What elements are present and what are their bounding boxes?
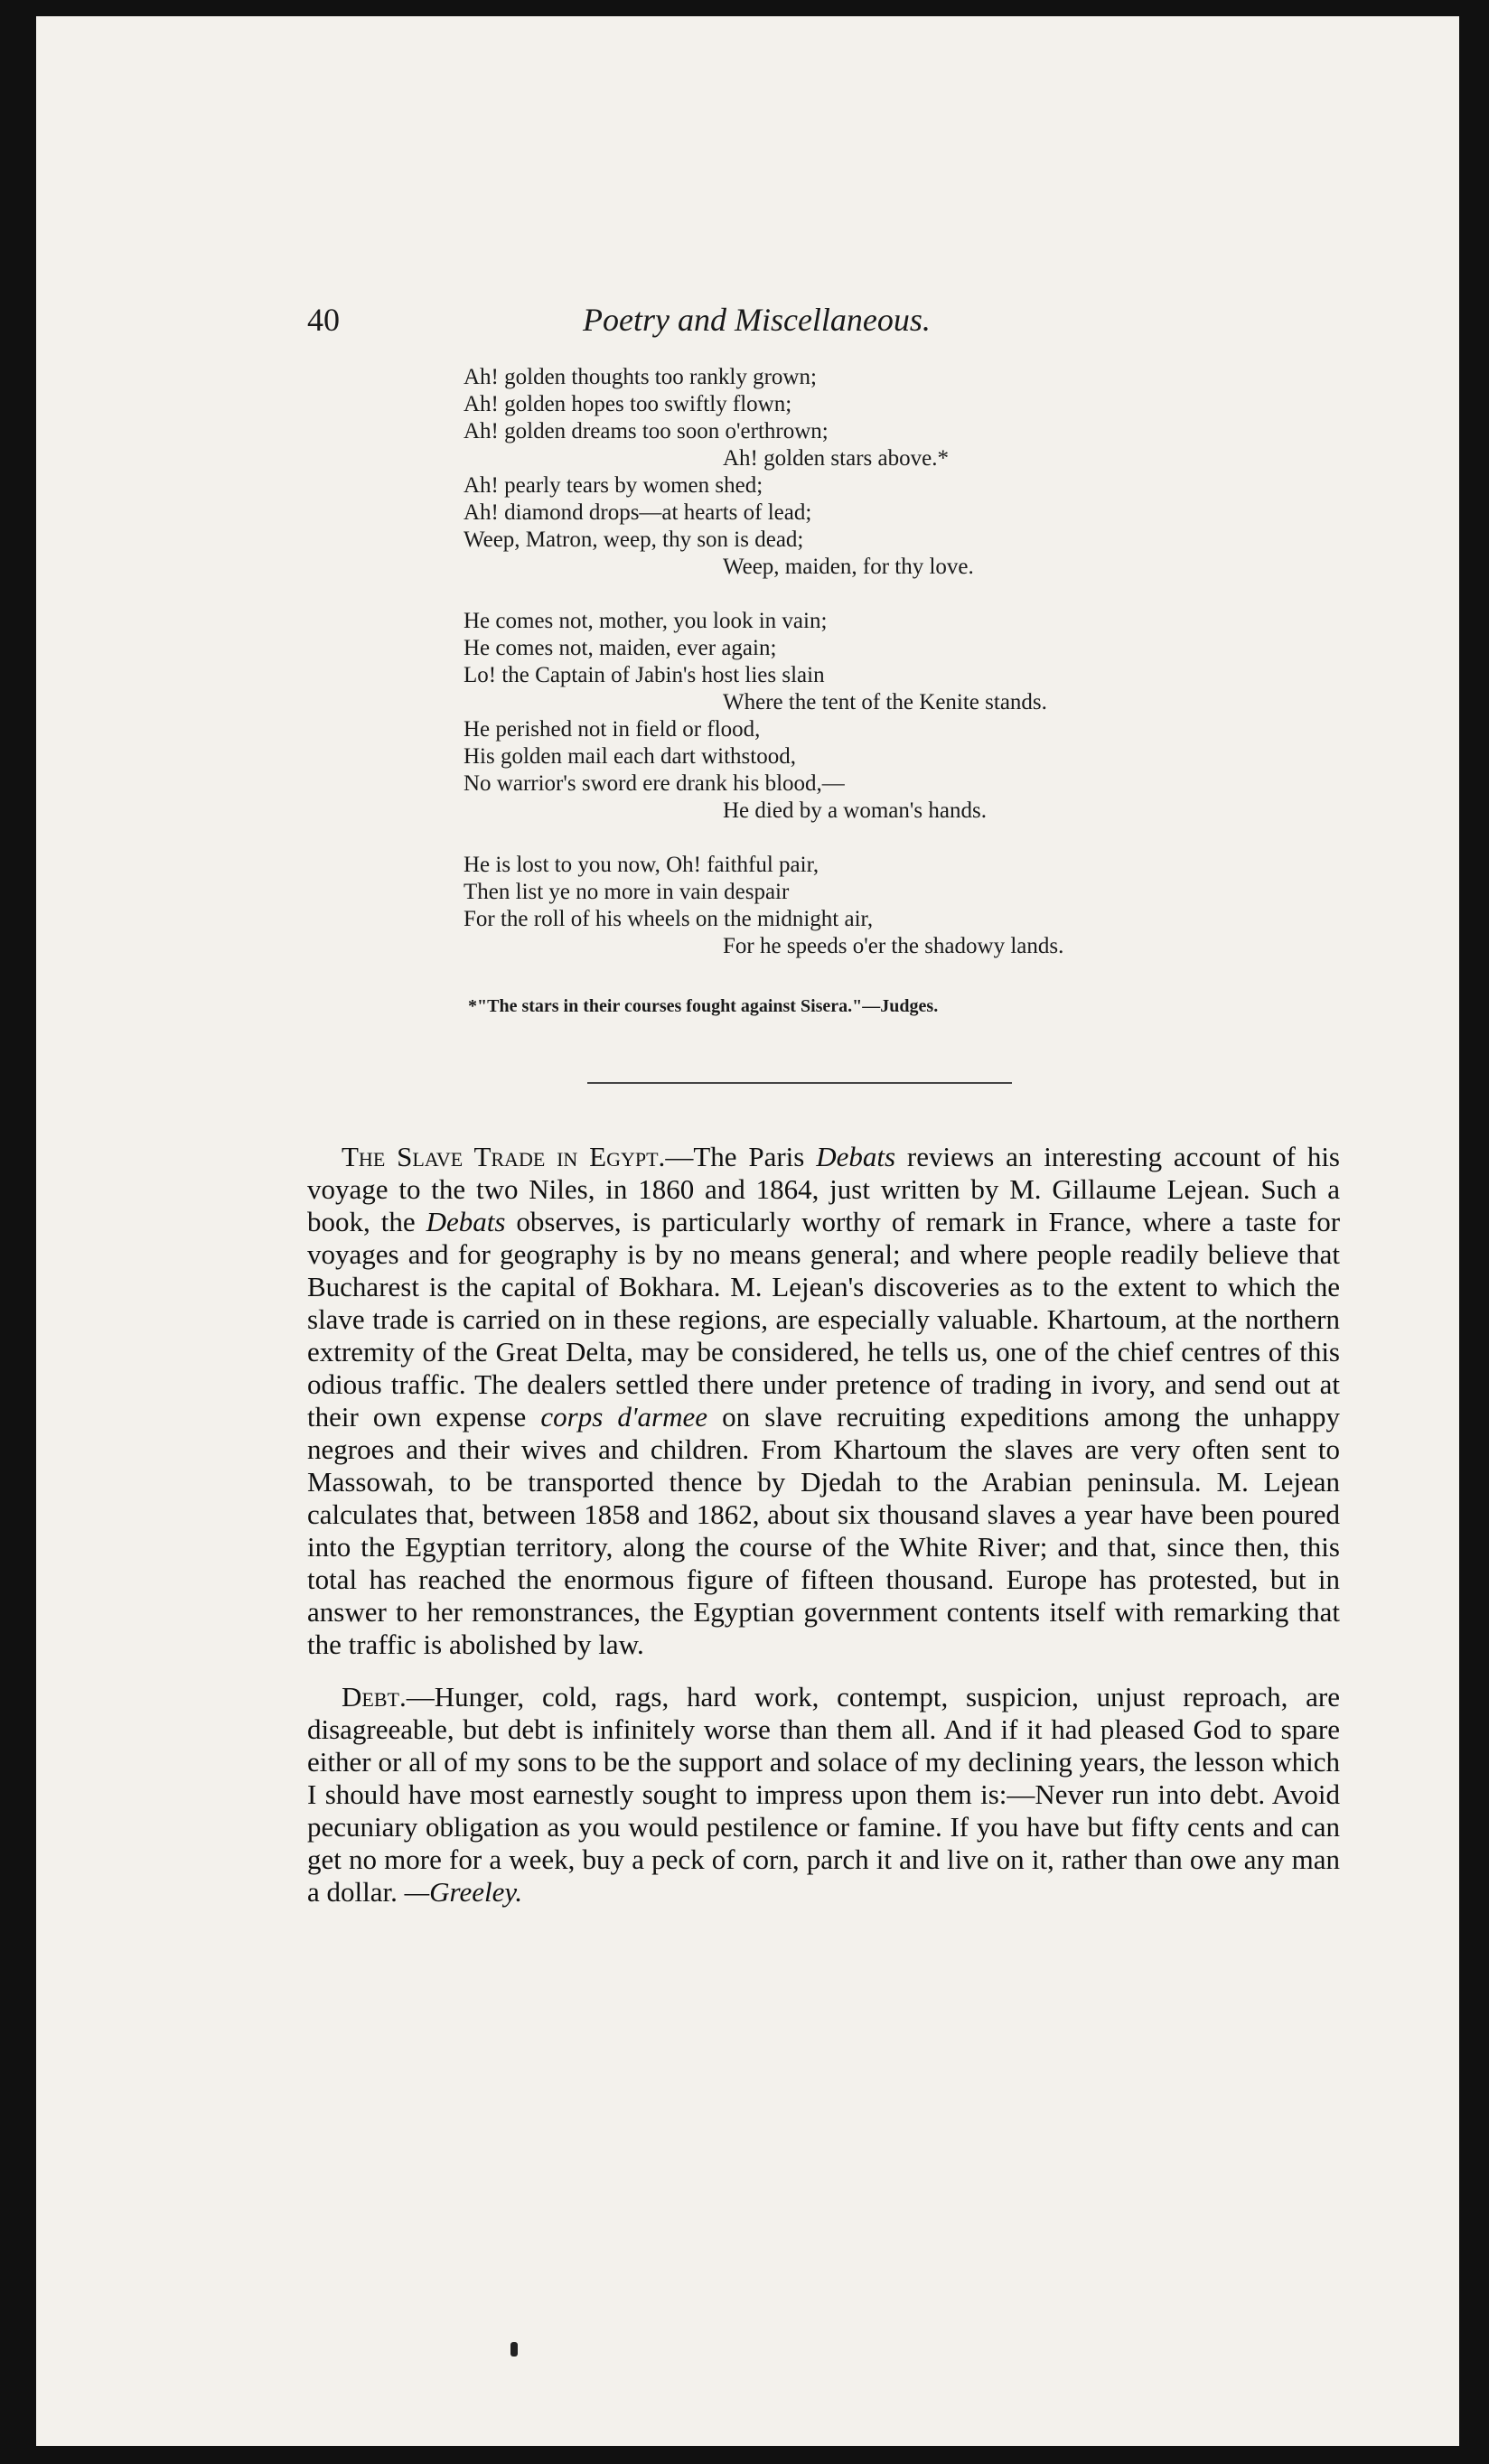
poem-line: His golden mail each dart withstood,: [464, 744, 796, 769]
poem-line: Lo! the Captain of Jabin's host lies slain: [464, 663, 825, 687]
poem-line: Ah! pearly tears by women shed;: [464, 473, 763, 498]
poem-line: Ah! golden hopes too swiftly flown;: [464, 392, 792, 416]
page-header: [307, 301, 1048, 355]
article-slave-trade: [307, 1141, 1340, 1661]
article-heading: The Slave Trade in Egypt.: [342, 1141, 666, 1172]
poem-line: For the roll of his wheels on the midnight air,: [464, 907, 874, 931]
poem-line: He perished not in field or flood,: [464, 717, 761, 742]
poem-line: Where the tent of the Kenite stands.: [723, 690, 1047, 714]
poem-line: He died by a woman's hands.: [723, 798, 987, 823]
poem-line: Then list ye no more in vain despair: [464, 880, 790, 904]
poem-line: He is lost to you now, Oh! faithful pair,: [464, 853, 819, 877]
poem-line: Weep, maiden, for thy love.: [723, 555, 974, 579]
poem-line: No warrior's sword ere drank his blood,—: [464, 771, 845, 796]
article-text: observes, is particularly worthy of remark in France, where a taste for voyages and for geography is by no means general; and where people readily believe that Bucharest is the capital of Bokhara. M. Lejean's discoveries as to the extent to which the slave trade is carried on in these regions, are especially valuable. Khartoum, at the northern extremity of the Great Delta, may be considered, he tells us, one of the chief centres of this odious traffic. The dealers settled there under pretence of trading in ivory, and send out at their own expense: [307, 1206, 1341, 1433]
poem-line: Ah! golden thoughts too rankly grown;: [464, 365, 817, 389]
poem-stanza-3: [464, 852, 1277, 960]
article-text-italic: corps d'armee: [540, 1401, 708, 1433]
article-text-italic: Debats: [426, 1206, 506, 1237]
article-debt: [307, 1681, 1340, 1909]
running-title: Poetry and Miscellaneous.: [583, 302, 931, 338]
article-text-italic: Debats: [816, 1141, 896, 1172]
poem-stanza-2: [464, 608, 1277, 825]
poem: [464, 364, 1277, 987]
poem-footnote: *"The stars in their courses fought against Sisera."—Judges.: [468, 996, 939, 1016]
poem-line: He comes not, mother, you look in vain;: [464, 609, 828, 633]
ink-mark: [510, 2342, 518, 2357]
poem-line: Ah! golden dreams too soon o'erthrown;: [464, 419, 829, 443]
article-text: —Hunger, cold, rags, hard work, contempt, suspicion, unjust reproach, are disagreeable, but debt is infinitely worse than them all. And if it had pleased God to spare either or all of my sons to be the support and solace of my declining years, the lesson which I should have most earnestly sought to impress upon them is:—Never run into debt. Avoid pecuniary obligation as you would pestilence or famine. If you have but fifty cents and can get no more for a week, buy a peck of corn, parch it and live on it, rather than owe any man a dollar.: [307, 1681, 1340, 1908]
poem-line: Weep, Matron, weep, thy son is dead;: [464, 527, 804, 552]
poem-line: Ah! golden stars above.*: [723, 446, 949, 471]
section-divider: [587, 1082, 1012, 1084]
article-text: on slave recruiting expeditions among the unhappy negroes and their wives and children. From Khartoum the slaves are very often sent to Massowah, to be transported thence by Djedah to the Arabian peninsula. M. Lejean calculates that, between 1858 and 1862, about six thousand slaves a year have been poured into the Egyptian territory, along the course of the White River; and that, since then, this total has reached the enormous figure of fifteen thousand. Europe has protested, but in answer to her remonstrances, the Egyptian government contents itself with remarking that the traffic is abolished by law.: [307, 1401, 1340, 1660]
poem-line: For he speeds o'er the shadowy lands.: [723, 934, 1064, 958]
article-heading: Debt.: [342, 1681, 407, 1713]
article-attribution: —Greeley.: [404, 1876, 523, 1908]
poem-line: Ah! diamond drops—at hearts of lead;: [464, 500, 812, 525]
poem-stanza-1: [464, 364, 1277, 581]
article-text: reviews an interesting account of his voyage to the two Niles, in 1860 and 1864, just written by M. Gillaume Lejean. Such a book, the: [307, 1141, 1340, 1237]
article-text: —The Paris: [665, 1141, 817, 1172]
book-page: [36, 16, 1459, 2446]
poem-line: He comes not, maiden, ever again;: [464, 636, 777, 660]
article-body: [307, 1141, 1340, 1928]
page-number: 40: [307, 302, 340, 338]
